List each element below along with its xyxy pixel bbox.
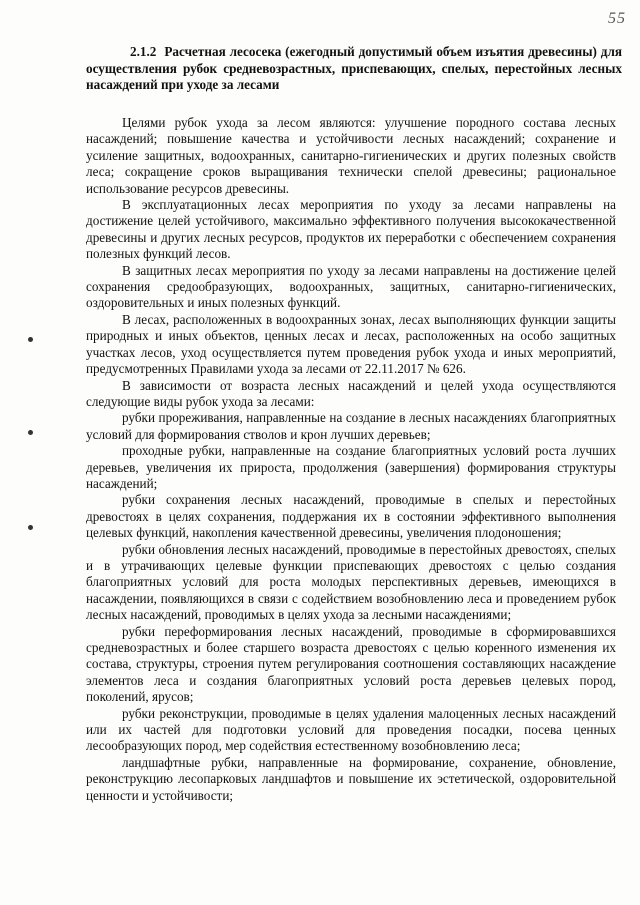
paragraph-thinning-types-intro: В зависимости от возраста лесных насаждений и целей ухода осуществляются следующие виды рубок ухода за лесами: (86, 377, 616, 409)
list-item-preservation-cutting: рубки сохранения лесных насаждений, проводимые в спелых и перестойных древостоях в целях сохранения, поддержания их в состоянии эффективного выполнения целевых функций, накопления качественной древесины, увеличения плодоношения; (86, 492, 616, 541)
paragraph-exploitation-forests: В эксплуатационных лесах мероприятия по уходу за лесами направлены на достижение целей устойчивого, максимально эффективного получения высококачественной древесины и других лесных ресурсов, продуктов их переработки с обеспечением сохранения полезных функций лесов. (86, 197, 616, 262)
scan-mark (28, 525, 33, 530)
list-item-landscape-cutting: ландшафтные рубки, направленные на формирование, сохранение, обновление, реконструкцию лесопарковых ландшафтов и повышение их эстетической, оздоровительной ценности и устойчивости; (86, 754, 616, 803)
paragraph-water-protection-zones: В лесах, расположенных в водоохранных зонах, лесах выполняющих функции защиты природных и иных объектов, ценных лесах и лесах, расположенных на особо защитных участках лесов, уход осуществляется путем проведения рубок ухода и иных мероприятий, предусмотренных Правилами ухода за лесами от 22.11.2017 № 626. (86, 311, 616, 377)
section-number: 2.1.2 (130, 44, 157, 59)
paragraph-protective-forests: В защитных лесах мероприятия по уходу за лесами направлены на достижение целей сохранения средообразующих, водоохранных, защитных, санитарно-гигиенических, оздоровительных и иных полезных функций. (86, 262, 616, 311)
list-item-thinning: рубки прореживания, направленные на создание в лесных насаждениях благоприятных условий для формирования стволов и крон лучших деревьев; (86, 410, 616, 442)
list-item-reconstruction-cutting: рубки реконструкции, проводимые в целях удаления малоценных лесных насаждений или их частей для подготовки условий для проведения посадки, посева ценных лесообразующих пород, мер содействия естественному возобновлению леса; (86, 705, 616, 754)
scan-mark (28, 337, 33, 342)
section-heading (86, 44, 622, 94)
section-title: Расчетная лесосека (ежегодный допустимый объем изъятия древесины) для осуществления рубок средневозрастных, приспевающих, спелых, перестойных лесных насаждений при уходе за лесами (86, 44, 622, 92)
list-item-reformation-cutting: рубки переформирования лесных насаждений, проводимые в сформировавшихся средневозрастных и более старшего возраста древостоях с целью коренного изменения их состава, структуры, строения путем регулирования соотношения составляющих насаждение элементов леса и создания благоприятных условий роста деревьев целевых пород, поколений, ярусов; (86, 623, 616, 705)
body-text (86, 115, 616, 804)
scan-mark (28, 430, 33, 435)
list-item-renewal-cutting: рубки обновления лесных насаждений, проводимые в перестойных древостоях, спелых и в утрачивающих целевые функции приспевающих древостоях с целью создания благоприятных условий для роста молодых перспективных деревьев, имеющихся в насаждении, появляющихся в связи с содействием возобновлению леса и проведением рубок лесных насаждений, проводимых в целях ухода за лесными насаждениями; (86, 541, 616, 623)
list-item-passage-cutting: проходные рубки, направленные на создание благоприятных условий роста лучших деревьев, увеличения их прироста, продолжения (завершения) формирования структуры насаждений; (86, 443, 616, 491)
page-number: 55 (608, 10, 626, 27)
paragraph-goals: Целями рубок ухода за лесом являются: улучшение породного состава лесных насаждений; повышение качества и устойчивости лесных насаждений; сохранение и усиление защитных, водоохранных, санитарно-гигиенических и других полезных свойств леса; сокращение сроков выращивания технически спелой древесины; рациональное использование ресурсов древесины. (86, 115, 616, 196)
